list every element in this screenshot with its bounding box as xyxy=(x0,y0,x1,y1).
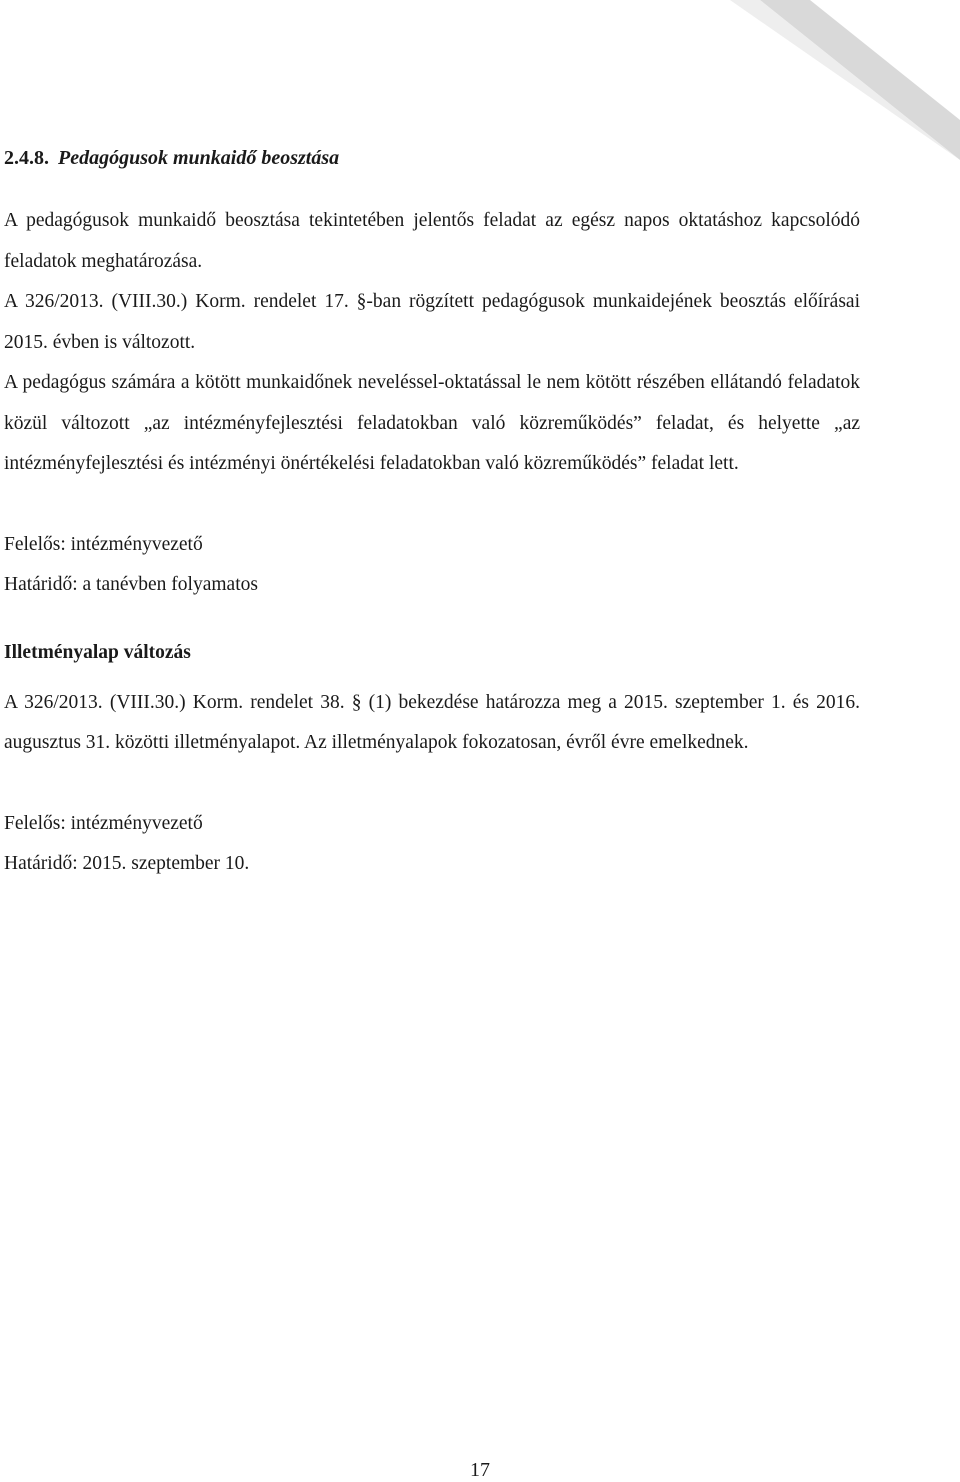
section-title: Pedagógusok munkaidő beosztása xyxy=(58,147,340,169)
page-corner-decoration xyxy=(730,0,960,160)
paragraph-regulation: A 326/2013. (VIII.30.) Korm. rendelet 17. §-ban rögzített pedagógusok munkaidejének beosztás előírásai 2015. évben is változott. xyxy=(4,291,860,353)
section-heading xyxy=(4,143,860,173)
subsection-title: Illetményalap változás xyxy=(4,641,191,663)
responsible-line: Felelős: intézményvezető xyxy=(4,533,203,555)
paragraph-intro: A pedagógusok munkaidő beosztása tekintetében jelentős feladat az egész napos oktatáshoz kapcsolódó feladatok meghatározása. xyxy=(4,210,860,272)
responsible-line-2: Felelős: intézményvezető xyxy=(4,812,203,834)
document-body xyxy=(4,143,860,885)
paragraph-changes: A pedagógus számára a kötött munkaidőnek neveléssel-oktatással le nem kötött részében ellátandó feladatok közül változott „az intézményfejlesztési feladatokban való közreműködés” feladat, és helyette „az intézményfejlesztési és intézményi önértékelési feladatokban való közreműködés” feladat lett. xyxy=(4,372,860,474)
deadline-line: Határidő: a tanévben folyamatos xyxy=(4,574,258,595)
page-number: 17 xyxy=(470,1459,490,1481)
section-number: 2.4.8. xyxy=(4,147,49,169)
deadline-line-2: Határidő: 2015. szeptember 10. xyxy=(4,853,250,874)
paragraph-salary-base: A 326/2013. (VIII.30.) Korm. rendelet 38. § (1) bekezdése határozza meg a 2015. szeptember 1. és 2016. augusztus 31. közötti illetményalapot. Az illetményalapok fokozatosan, évről évre emelkednek. xyxy=(4,691,860,753)
